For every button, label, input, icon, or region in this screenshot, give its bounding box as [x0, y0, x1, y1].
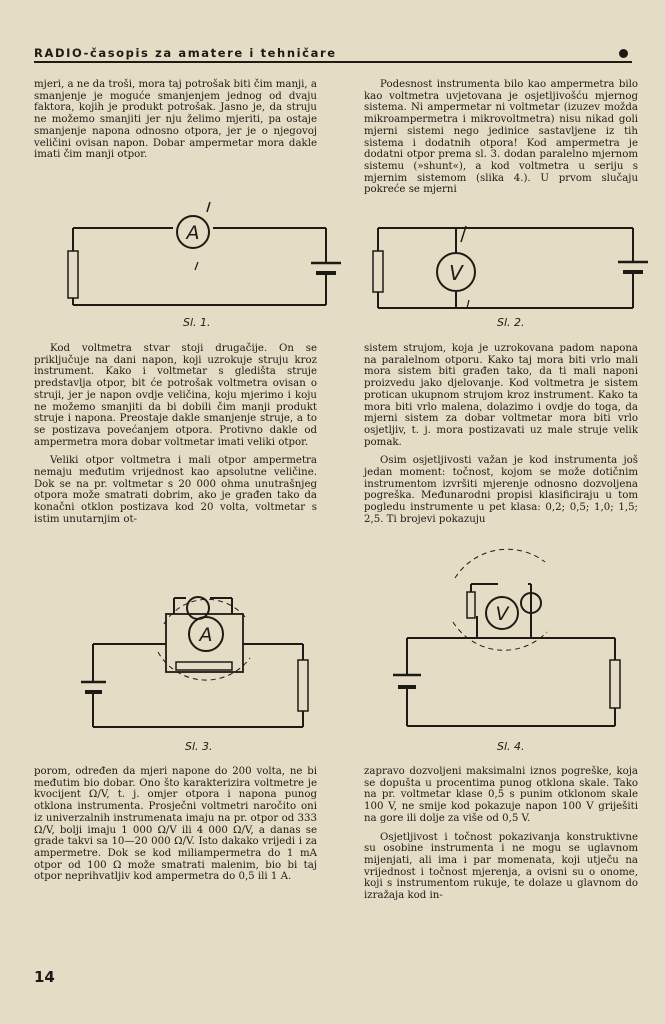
text-block-right-bottom	[364, 766, 638, 902]
paragraph: zapravo dozvoljeni maksimalni iznos pogreške, koja se dopušta u procentima punog otklona skale. Tako na pr. voltmetar klase 0,5 s punim otklonom skale 100 V, ne smije kod pokazuje napon 100 V griješiti na gore ili dolje za više od 0,5 V.	[364, 766, 638, 824]
text-block-left-bottom	[34, 766, 317, 883]
figure-3-caption: Sl. 3.	[185, 740, 213, 753]
figure-2-voltmeter-circuit	[368, 200, 658, 315]
meter-label-a: A	[186, 222, 200, 244]
text-block-right-top	[364, 79, 638, 196]
figure-1-ammeter-circuit	[58, 200, 358, 310]
header-rule	[34, 61, 632, 63]
figure-4-caption: Sl. 4.	[497, 740, 525, 753]
meter-label-v: V	[495, 603, 509, 625]
figure-3-svg	[78, 588, 338, 733]
paragraph: Osim osjetljivosti važan je kod instrumenta još jedan moment: točnost, kojom se može dotičnim instrumentom izvršiti mjerenje odnosno dozvoljena pogreška. Međunarodni propisi klasificiraju u tom pogledu instrumente u pet klasa: 0,2; 0,5; 1,0; 1,5; 2,5. Ti brojevi pokazuju	[364, 455, 638, 525]
paragraph: Osjetljivost i točnost pokazivanja konstruktivne su osobine instrumenta i ne mogu se uglavnom mijenjati, ali ima i par momenata, koji utječu na vrijednost i točnost mjerenja, a ovisni su o onome, koji s instrumentom rukuje, te dolaze u glavnom do izražaja kod in-	[364, 831, 638, 902]
paragraph: Kod voltmetra stvar stoji drugačije. On se priključuje na dani napon, koji uzrokuje struju kroz instrument. Kako i voltmetar s gledišta struje predstavlja otpor, bit će potrošak voltmetra ovisan o struji, jer je napon ovdje veličina, koju mjerimo i koju ne možemo smanjiti da bi dobili čim manji produkt struje i napona. Preostaje dakle smanjenje struje, a to se postizava povećanjem otpora. Protivno dakle od ampermetra mora dobar voltmetar imati veliki otpor.	[34, 343, 317, 448]
meter-label-a: A	[199, 624, 213, 646]
figure-4-voltmeter-series-circuit	[385, 548, 655, 738]
paragraph: porom, određen da mjeri napone do 200 volta, ne bi međutim bio dobar. Ono što karakterizira voltmetre je kvocijent Ω/V, t. j. omjer otpora i napona punog otklona instrumenta. Prosječni voltmetri naročito oni iz univerzalnih instrumenata imaju na pr. otpor od 333 Ω/V, bolji imaju 1 000 Ω/V ili 4 000 Ω/V, a danas se grade takvi sa 10—20 000 Ω/V. Isto dakako vrijedi i za ampermetre. Dok se kod miliampermetra do 1 mA otpor od 100 Ω može smatrati malenim, bio bi taj otpor neprihvatljiv kod ampermetra do 0,5 ili 1 A.	[34, 766, 317, 883]
paragraph: mjeri, a ne da troši, mora taj potrošak biti čim manji, a smanjenje je moguće smanjenjem jednog od dvaju faktora, kojih je produkt potrošak. Jasno je, da struju ne možemo smanjiti jer nju želimo mjeriti, pa ostaje smanjenje napona odnosno otpora, jer je o njegovoj veličini ovisan napon. Dobar ampermetar mora dakle imati čim manji otpor.	[34, 79, 317, 161]
figure-1-svg	[58, 200, 358, 310]
text-block-left-top	[34, 79, 317, 161]
meter-label-v: V	[449, 261, 463, 285]
figure-1-caption: Sl. 1.	[183, 316, 211, 329]
figure-2-caption: Sl. 2.	[497, 316, 525, 329]
text-block-right-middle	[364, 343, 638, 526]
header-bullet-icon	[619, 49, 628, 58]
figure-3-ammeter-shunt-circuit	[78, 588, 338, 733]
header-title: RADIO-časopis za amatere i tehničare	[34, 46, 337, 60]
paragraph: Veliki otpor voltmetra i mali otpor ampermetra nemaju međutim vrijednost kao apsolutne veličine. Dok se na pr. voltmetar s 20 000 ohma unutrašnjeg otpora može smatrati dobrim, ako je građen tako da konačni otklon postizava kod 20 volta, voltmetar s istim unutarnjim ot-	[34, 455, 317, 525]
paragraph: sistem strujom, koja je uzrokovana padom napona na paralelnom otporu. Kako taj mora biti vrlo mali mora sistem biti građen tako, da ti mali naponi proizvedu jako djelovanje. Kod voltmetra je sistem protican ukupnom strujom kroz instrument. Kako ta mora biti vrlo malena, dolazimo i ovdje do toga, da mjerni sistem za dobar voltmetar mora biti vrlo osjetljiv, t. j. mora postizavati uz male struje velik pomak.	[364, 343, 638, 448]
paragraph: Podesnost instrumenta bilo kao ampermetra bilo kao voltmetra uvjetovana je osjetljivošću mjernog sistema. Ni ampermetar ni voltmetar (izuzev možda mikroampermetra i mikrovoltmetra) nisu nikad goli mjerni sistemi nego jedinice sastavljene iz tih sistema i dodatnih otpora! Kod ampermetra je dodatni otpor prema sl. 3. dodan paralelno mjernom sistemu (»shunt«), a kod voltmetra u seriju s mjernim sistemom (slika 4.). U prvom slučaju pokreće se mjerni	[364, 79, 638, 196]
running-header	[34, 46, 634, 64]
figure-2-svg	[368, 200, 658, 315]
figure-4-svg	[385, 548, 655, 738]
text-block-left-middle	[34, 343, 317, 526]
page-number: 14	[34, 968, 55, 986]
